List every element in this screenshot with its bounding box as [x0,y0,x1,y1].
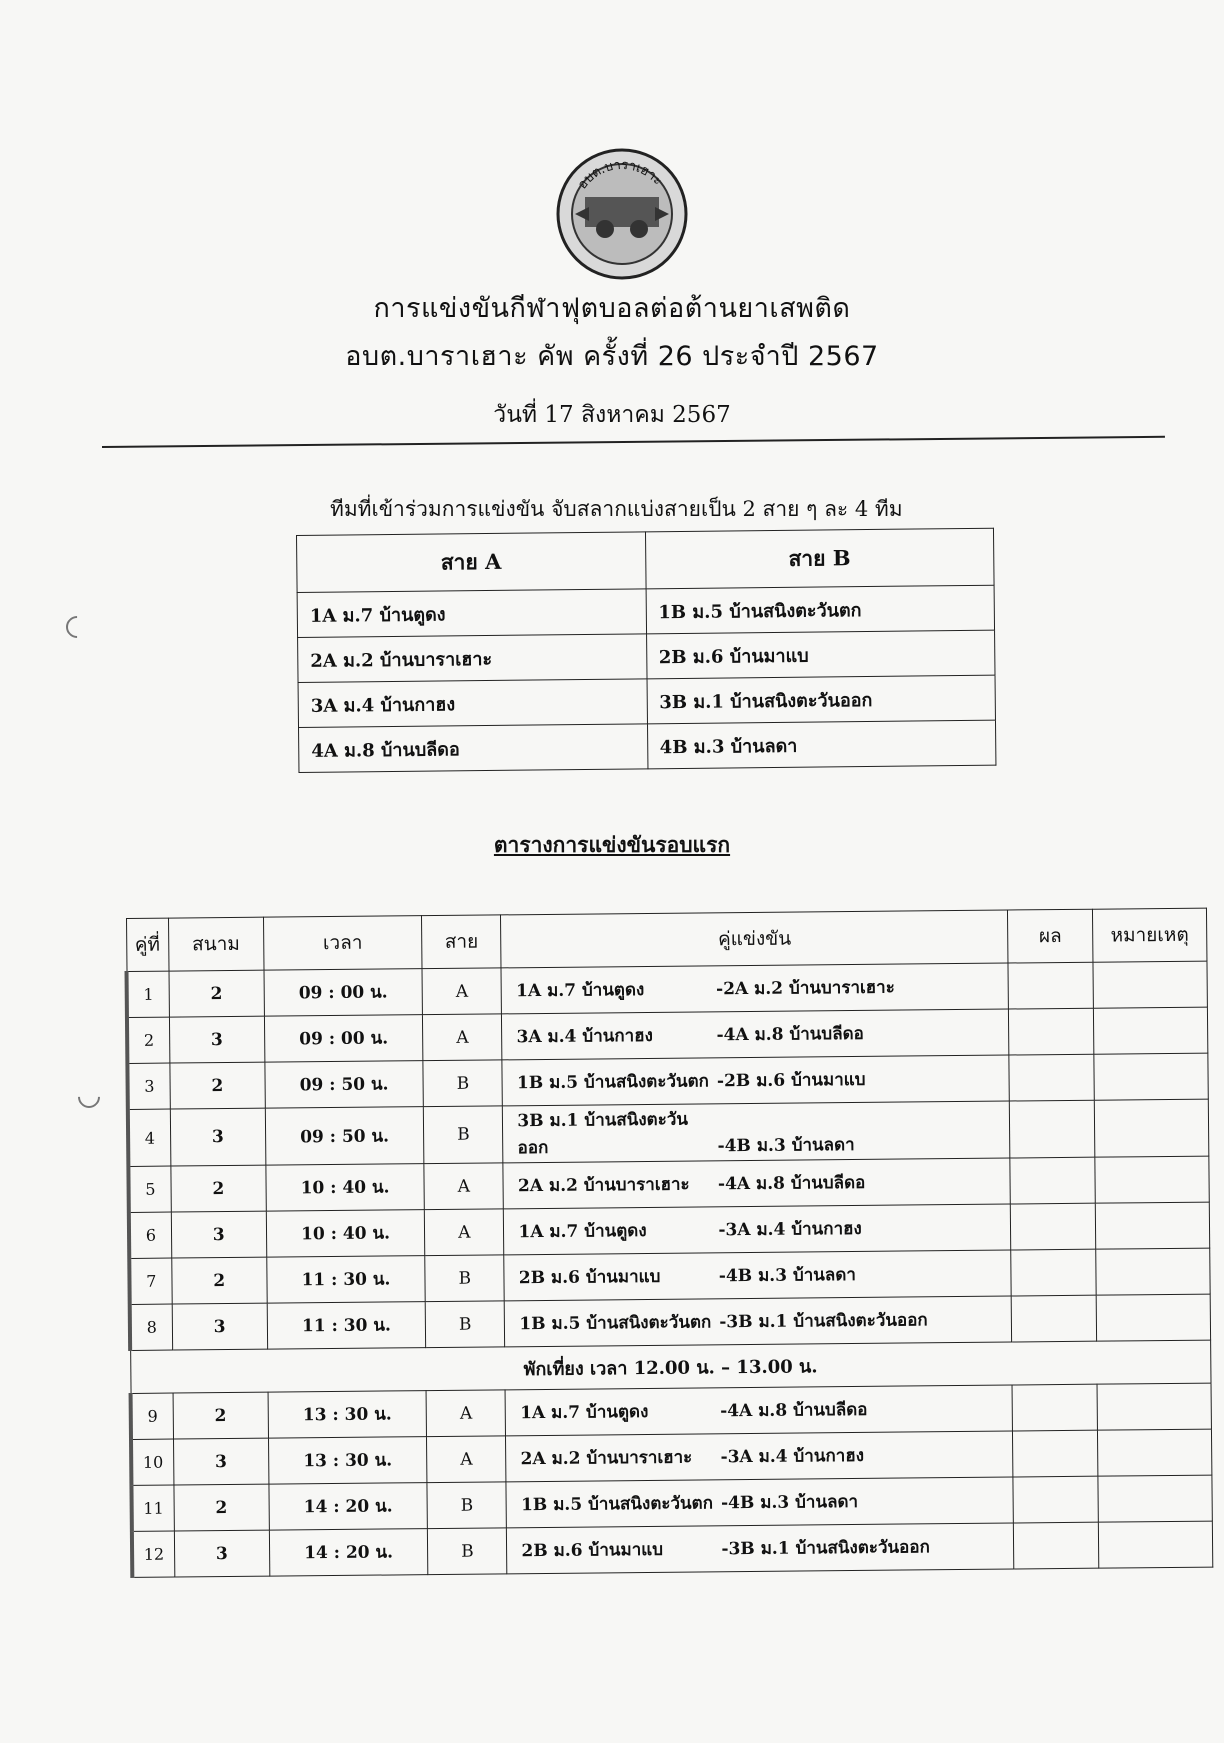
away-team: -4A ม.8 บ้านบลีดอ [720,1399,868,1422]
match-row [128,1099,1209,1166]
match-teams [505,1385,1012,1436]
match-remarks [1093,961,1208,1008]
group-b-header: สาย B [645,528,994,589]
match-result [1013,1476,1098,1523]
match-group: A [425,1209,505,1256]
match-result [1010,1157,1095,1204]
match-number: 5 [128,1166,171,1212]
match-field: 2 [171,1165,266,1212]
group-a-team: 2A ม.2 บ้านบาราเฮาะ [298,634,647,683]
home-team: 1B ม.5 บ้านสนิงตะวันตก [520,1493,714,1516]
group-a-header: สาย A [297,532,646,593]
home-team: 1B ม.5 บ้านสนิงตะวันตก [519,1312,712,1335]
match-number: 9 [131,1393,174,1439]
match-field: 3 [172,1303,267,1350]
match-remarks [1095,1156,1210,1203]
match-field: 2 [169,970,264,1017]
match-teams [506,1431,1013,1482]
col-remarks: หมายเหตุ [1092,908,1207,962]
match-group: B [428,1528,508,1575]
match-teams [501,963,1008,1014]
match-remarks [1094,1053,1209,1100]
match-number: 11 [131,1485,174,1531]
away-team: -3A ม.4 บ้านกาฮง [720,1445,865,1468]
match-remarks [1096,1294,1211,1341]
away-team: -4A ม.8 บ้านบลีดอ [717,1172,866,1195]
groups-row [299,720,996,772]
group-b-team: 4B ม.3 บ้านลดา [647,720,996,769]
lunch-break-text: พักเที่ยง เวลา 12.00 น. – 13.00 น. [130,1340,1211,1393]
match-number: 10 [131,1439,174,1485]
match-teams [504,1204,1011,1255]
match-result [1009,1008,1094,1055]
match-group: A [424,1163,504,1210]
match-field: 2 [172,1257,267,1304]
match-time: 10 : 40 น. [266,1210,425,1258]
match-field: 3 [174,1530,269,1577]
match-group: A [426,1390,506,1437]
match-group: B [425,1301,505,1348]
document-title: การแข่งขันกีฬาฟุตบอลต่อต้านยาเสพติด [373,293,851,324]
match-teams [502,1055,1009,1106]
match-result [1011,1249,1096,1296]
away-team: -3A ม.4 บ้านกาฮง [718,1218,862,1241]
schedule-title: ตารางการแข่งขันรอบแรก [493,832,731,857]
match-remarks [1093,1007,1208,1054]
match-remarks [1098,1521,1213,1568]
organization-seal-logo [555,147,689,281]
match-row [132,1521,1213,1577]
match-field: 3 [171,1211,266,1258]
match-teams [504,1250,1011,1301]
home-team: 1A ม.7 บ้านตูดง [516,980,645,1002]
away-team: -4B ม.3 บ้านลดา [720,1491,859,1514]
match-teams [505,1296,1012,1347]
match-result [1008,962,1093,1009]
home-team: 1A ม.7 บ้านตูดง [518,1220,647,1243]
match-number: 3 [127,1063,170,1109]
away-team: -3B ม.1 บ้านสนิงตะวันออก [721,1537,930,1560]
group-b-team: 1B ม.5 บ้านสนิงตะวันตก [646,585,995,634]
match-result [1014,1522,1099,1569]
groups-table [296,528,996,773]
col-match-no: คู่ที่ [126,918,169,971]
match-time: 09 : 00 น. [264,1015,423,1063]
match-teams [506,1477,1013,1528]
group-b-team: 3B ม.1 บ้านสนิงตะวันออก [647,675,996,724]
match-number: 2 [127,1017,170,1063]
away-team: -4B ม.3 บ้านลดา [717,1134,855,1157]
col-result: ผล [1008,909,1093,963]
match-teams [503,1101,1010,1163]
match-group: A [422,968,502,1015]
group-a-team: 1A ม.7 บ้านตูดง [297,589,646,638]
match-group: B [425,1255,505,1302]
match-result [1012,1384,1097,1431]
home-team: 2A ม.2 บ้านบาราเฮาะ [517,1174,690,1197]
match-field: 2 [174,1484,269,1531]
match-number: 6 [129,1212,172,1258]
match-field: 3 [170,1108,266,1166]
match-field: 3 [169,1016,264,1063]
match-time: 13 : 30 น. [268,1391,427,1439]
match-remarks [1097,1429,1212,1476]
away-team: -3B ม.1 บ้านสนิงตะวันออก [719,1310,928,1333]
home-team: 2B ม.6 บ้านมาแบ [518,1266,661,1289]
match-remarks [1095,1202,1210,1249]
home-team: 1A ม.7 บ้านตูดง [520,1401,649,1424]
match-teams [502,1009,1009,1060]
match-result [1010,1100,1095,1158]
match-time: 09 : 50 น. [265,1107,424,1166]
match-time: 09 : 50 น. [265,1061,424,1109]
match-time: 09 : 00 น. [264,969,423,1017]
match-number: 12 [132,1531,175,1577]
match-number: 4 [128,1109,171,1166]
home-team: 2A ม.2 บ้านบาราเฮาะ [520,1447,693,1470]
match-remarks [1098,1475,1213,1522]
header-divider [102,436,1165,448]
group-a-team: 3A ม.4 บ้านกาฮง [298,679,647,728]
match-time: 10 : 40 น. [266,1164,425,1212]
home-team: 2B ม.6 บ้านมาแบ [521,1539,664,1562]
seal-text: อบต.บาราเฮาะ [575,157,666,193]
col-time: เวลา [263,916,422,971]
groups-intro: ทีมที่เข้าร่วมการแข่งขัน จับสลากแบ่งสายเป็น 2 สาย ๆ ละ 4 ทีม [330,497,903,521]
document-date: วันที่ 17 สิงหาคม 2567 [493,402,731,428]
match-time: 14 : 20 น. [269,1483,428,1531]
punch-hole-mark [61,611,92,642]
match-number: 7 [129,1258,172,1304]
away-team: -4B ม.3 บ้านลดา [718,1264,856,1287]
punch-hole-mark [73,1081,104,1112]
home-team: 3A ม.4 บ้านกาฮง [516,1025,653,1048]
match-number: 8 [130,1304,173,1350]
group-b-team: 2B ม.6 บ้านมาแบ [646,630,995,679]
col-group: สาย [422,915,502,969]
schedule-table [124,908,1213,1578]
match-result [1013,1430,1098,1477]
match-field: 2 [173,1392,268,1439]
match-group: B [427,1482,507,1529]
match-group: A [427,1436,507,1483]
match-teams [507,1523,1014,1574]
match-time: 13 : 30 น. [268,1437,427,1485]
col-field: สนาม [168,917,264,971]
match-teams [503,1158,1010,1209]
group-a-team: 4A ม.8 บ้านบลีดอ [299,724,648,773]
match-result [1012,1295,1097,1342]
match-time: 11 : 30 น. [267,1302,426,1350]
away-team: -2A ม.2 บ้านบาราเฮาะ [716,977,895,1000]
match-time: 11 : 30 น. [267,1256,426,1304]
groups-row [298,630,995,682]
match-result [1011,1203,1096,1250]
match-field: 3 [173,1438,268,1485]
match-group: B [423,1060,503,1107]
match-remarks [1097,1383,1212,1430]
match-group: B [424,1106,504,1164]
match-result [1009,1054,1094,1101]
match-remarks [1094,1099,1209,1157]
match-group: A [423,1014,503,1061]
col-match: คู่แข่งขัน [501,910,1008,968]
match-remarks [1096,1248,1211,1295]
groups-row [298,675,995,727]
away-team: -2B ม.6 บ้านมาแบ [716,1069,866,1092]
away-team: -4A ม.8 บ้านบลีดอ [716,1023,864,1046]
match-time: 14 : 20 น. [269,1529,428,1577]
match-number: 1 [127,971,170,1017]
home-team: 3B ม.1 บ้านสนิงตะวันออก [517,1109,689,1159]
match-field: 2 [170,1062,265,1109]
home-team: 1B ม.5 บ้านสนิงตะวันตก [516,1071,710,1094]
document-subtitle: อบต.บาราเฮาะ คัพ ครั้งที่ 26 ประจำปี 2567 [345,341,879,372]
groups-row [297,585,994,637]
